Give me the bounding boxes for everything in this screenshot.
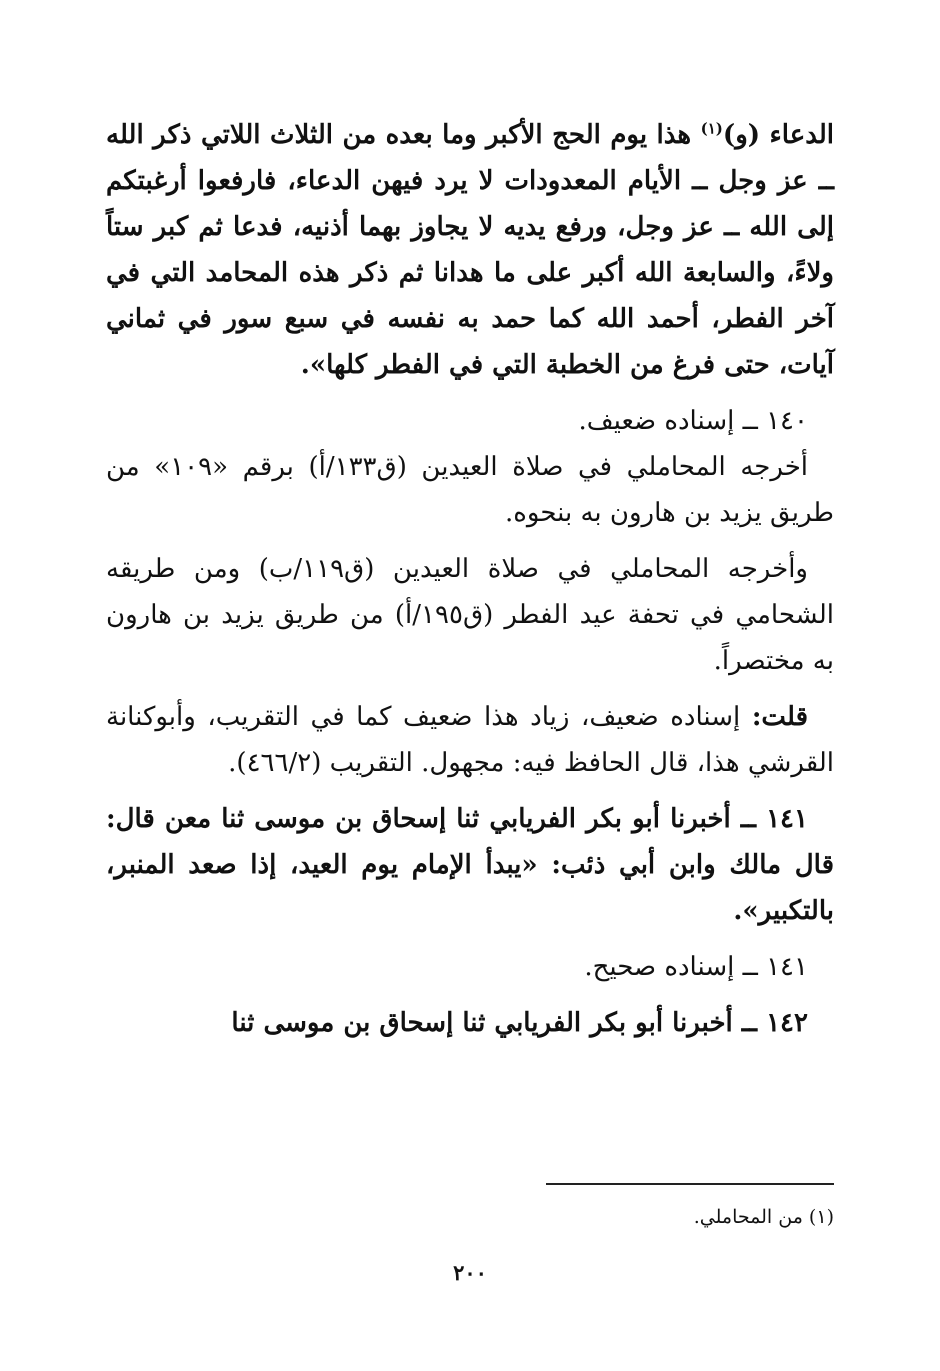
page-number: ٢٠٠ [453, 1260, 487, 1285]
footnote: (١) من المحاملي. [693, 1206, 834, 1228]
paragraph-takhrij-1: أخرجه المحاملي في صلاة العيدين (ق١٣٣/أ) برقم «١٠٩» من طريق يزيد بن هارون به بنحوه. [106, 452, 834, 528]
footnote-divider [546, 1183, 834, 1185]
paragraph-hadith-142: ١٤٢ ــ أخبرنا أبو بكر الفريابي ثنا إسحاق بن موسى ثنا [231, 1008, 808, 1038]
comment-text: إسناده ضعيف، زياد هذا ضعيف كما في التقريب، وأبوكنانة القرشي هذا، قال الحافظ فيه: مجهول. التقريب (٤٦٦/٢). [106, 702, 834, 778]
paragraph-grading-141: ١٤١ ــ إسناده صحيح. [584, 952, 808, 982]
paragraph-takhrij-2: وأخرجه المحاملي في صلاة العيدين (ق١١٩/ب) ومن طريقه الشحامي في تحفة عيد الفطر (ق١٩٥/أ) من طريق يزيد بن هارون به مختصراً. [106, 554, 834, 676]
hadith-text-start: الدعاء (و) [722, 120, 834, 150]
main-text [106, 112, 834, 1046]
paragraph-hadith-141: ١٤١ ــ أخبرنا أبو بكر الفريابي ثنا إسحاق بن موسى ثنا معن قال: قال مالك وابن أبي ذئب: «يبدأ الإمام يوم العيد، إذا صعد المنبر، بالتكبير». [106, 804, 834, 926]
paragraph-hadith-text [106, 112, 834, 388]
paragraph-grading-140: ١٤٠ ــ إسناده ضعيف. [578, 406, 808, 436]
hadith-text-rest: هذا يوم الحج الأكبر وما بعده من الثلاث اللاتي ذكر الله ــ عز وجل ــ الأيام المعدودات لا يرد فيهن الدعاء، فارفعوا أرغبتكم إلى الله ــ عز وجل، ورفع يديه لا يجاوز بهما أذنيه، فدعا ثم كبر ستاً ولاءً، والسابعة الله أكبر على ما هدانا ثم ذكر هذه المحامد التي في آخر الفطر، أحمد الله كما حمد به نفسه في سبع سور في ثماني آيات، حتى فرغ من الخطبة التي في الفطر كلها». [106, 120, 834, 380]
footnote-reference: (١) [700, 119, 723, 138]
paragraph-comment [106, 694, 834, 786]
comment-label: قلت: [751, 702, 808, 732]
